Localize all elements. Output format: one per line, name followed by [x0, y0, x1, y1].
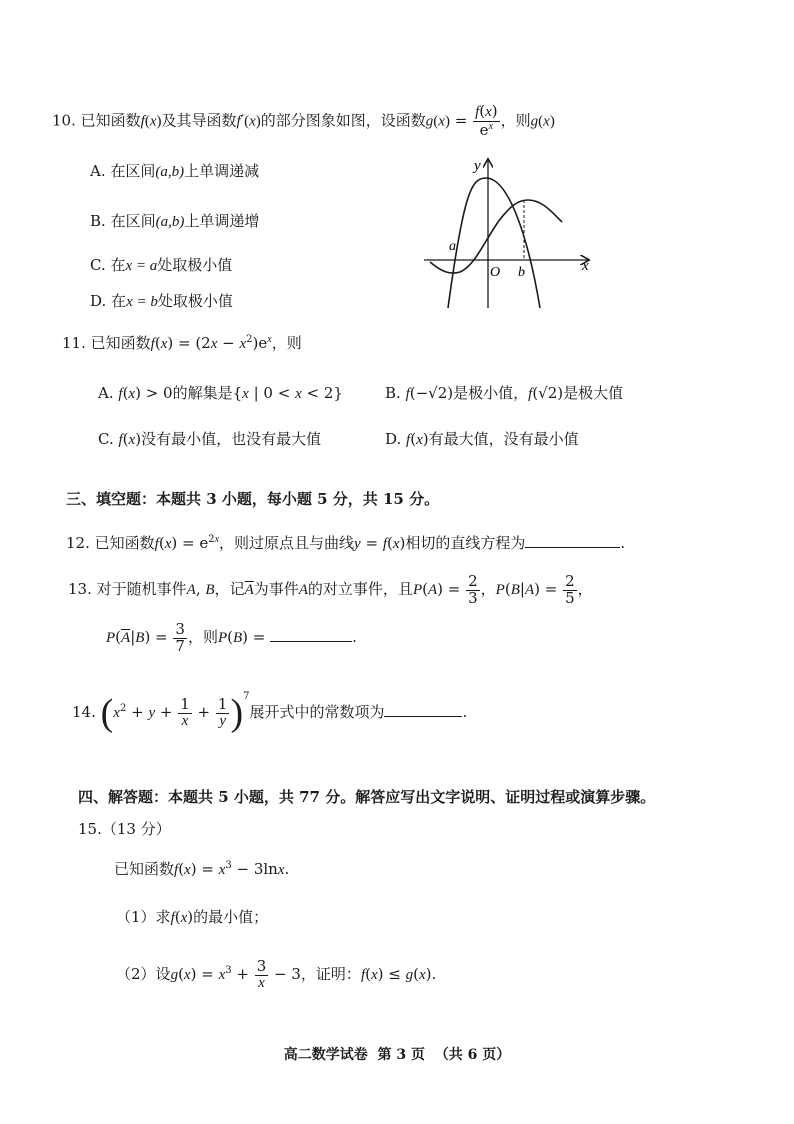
q15-part1: （1）求f(x)的最小值； [116, 908, 269, 926]
q12-answer-blank[interactable] [525, 547, 620, 548]
q11-option-a[interactable]: A. f(x) > 0的解集是{x | 0 < x < 2} [98, 384, 343, 402]
section-3-heading: 三、填空题：本题共 3 小题，每小题 5 分，共 15 分。 [66, 490, 440, 508]
graph-a-label: a [449, 239, 456, 254]
q11-option-c[interactable]: C. f(x)没有最小值，也没有最大值 [98, 430, 322, 448]
q10-option-a[interactable]: A. 在区间(a,b)上单调递减 [90, 162, 260, 180]
q10-option-b[interactable]: B. 在区间(a,b)上单调递增 [90, 212, 260, 230]
q11-option-b[interactable]: B. f(−√2)是极小值，f(√2)是极大值 [385, 384, 624, 402]
q15-header: 15.（13 分） [78, 820, 171, 838]
q10-option-d[interactable]: D. 在x = b处取极小值 [90, 292, 233, 310]
graph-y-label: y [474, 158, 481, 174]
q10-function-graph [412, 150, 597, 310]
q13-line1: 13. 对于随机事件A, B，记$\overline{A}$为事件A的对立事件，且P(A) = $\frac{2}{3}$ ，P(B|A) = $\frac{2}{5}$ ， [68, 571, 593, 607]
graph-x-label: x [582, 258, 589, 274]
q11-option-d[interactable]: D. f(x)有最大值，没有最小值 [385, 430, 579, 448]
curve-f-prime [448, 178, 540, 308]
graph-o-label: O [490, 265, 501, 280]
q10-option-c[interactable]: C. 在x = a处取极小值 [90, 256, 233, 274]
q13-answer-blank[interactable] [270, 641, 352, 642]
q15-part2: （2）设$g(x) = x^3$ + $\frac{3}{x}$ − 3，证明：f(x) ≤ g(x). [116, 956, 437, 991]
curve-f [430, 200, 562, 273]
fraction-f-over-ex: $\frac{f(x)}{e^x}$ [475, 102, 498, 139]
q10-stem: 10. 已知函数f(x)及其导函数f′(x)的部分图象如图，设函数g(x) = $\frac{f(x)}{e^x}$ ，则g(x) [52, 102, 555, 139]
q14: 14. ($x^2 + y$ + $\frac{1}{x}$ + $\frac{1}{y}$ )$^7$展开式中的常数项为 . [72, 691, 468, 734]
math: f [140, 113, 145, 130]
q11-stem: 11. 已知函数$f(x) = (2x - x^2)e^x$，则 [62, 334, 302, 352]
q14-answer-blank[interactable] [384, 716, 462, 717]
q15-stem: 已知函数$f(x) = x^3 - 3\ln x$. [114, 860, 290, 878]
section-4-heading: 四、解答题：本题共 5 小题，共 77 分。解答应写出文字说明、证明过程或演算步骤。 [78, 788, 656, 806]
page-footer: 高二数学试卷 第 3 页 （共 6 页） [283, 1047, 511, 1063]
q10-number: 10. [52, 111, 76, 130]
q12: 12. 已知函数$f(x) = e^{2x}$，则过原点且与曲线y = f(x)相切的直线方程为 . [66, 534, 626, 552]
graph-b-label: b [518, 265, 525, 280]
q13-line2: $P(\overline{A}|B)$ = $\frac{3}{7}$ ，则P(B) = . [106, 619, 357, 655]
